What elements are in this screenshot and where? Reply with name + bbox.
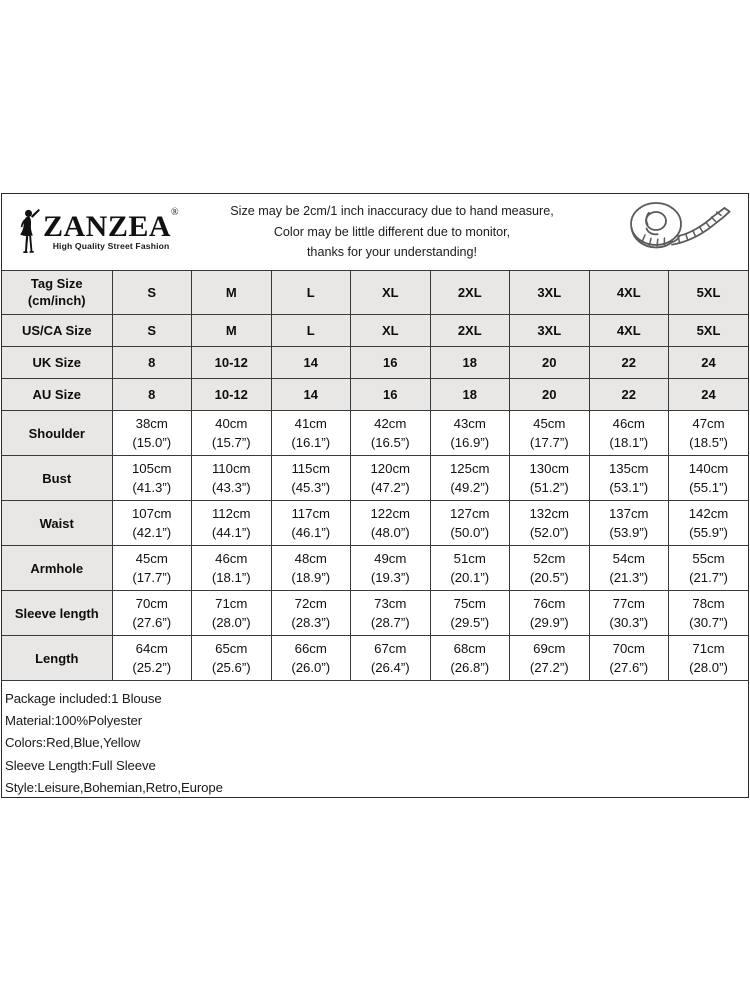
cell-length-5xl [669, 636, 749, 681]
cell-shoulder-s [112, 411, 192, 456]
value-inch: (30.7”) [689, 615, 728, 630]
value-cm: 45cm [533, 415, 566, 431]
value-inch: (25.2”) [132, 660, 172, 675]
note-style: Style:Leisure,Bohemian,Retro,Europe [5, 779, 223, 795]
cell-uk-size-m: 10-12 [192, 347, 272, 379]
value-cm: 140cm [688, 460, 729, 476]
row-label: Waist [2, 501, 112, 546]
value-cm: 112cm [211, 505, 251, 521]
cell-uk-size-3xl: 20 [510, 347, 590, 379]
value-cm: 49cm [374, 550, 407, 566]
cell-bust-3xl [510, 456, 590, 501]
value-inch: (49.2”) [450, 480, 490, 495]
cell-bust-l [271, 456, 351, 501]
cell-au-size-l: 14 [271, 379, 351, 411]
value-cm: 70cm [135, 595, 168, 611]
table-row-length [2, 636, 748, 681]
cell-shoulder-5xl [669, 411, 749, 456]
value-cm: 45cm [135, 550, 168, 566]
table-row-shoulder [2, 411, 748, 456]
cell-shoulder-l [271, 411, 351, 456]
value-inch: (51.2”) [529, 480, 569, 495]
cell-armhole-xl [351, 546, 431, 591]
cell-usca-size-3xl: 3XL [510, 315, 590, 347]
cell-usca-size-l: L [271, 315, 351, 347]
value-inch: (19.3”) [370, 570, 410, 585]
value-inch: (44.1”) [211, 525, 251, 540]
product-details-notes [2, 681, 748, 798]
value-inch: (27.6”) [609, 660, 649, 675]
notice-line-3: thanks for your understanding! [306, 245, 478, 260]
cell-length-2xl [430, 636, 510, 681]
row-label [2, 271, 112, 315]
cell-usca-size-s: S [112, 315, 192, 347]
value-inch: (16.9”) [450, 435, 490, 450]
value-cm: 71cm [692, 640, 725, 656]
brand-tagline: High Quality Street Fashion [52, 241, 170, 252]
value-inch: (28.0”) [689, 660, 728, 675]
notice-line-2: Color may be little different due to monitor, [273, 224, 511, 239]
value-inch: (30.3”) [609, 615, 649, 630]
value-inch: (18.1”) [609, 435, 649, 450]
value-inch: (17.7”) [529, 435, 569, 450]
cell-au-size-s: 8 [112, 379, 192, 411]
table-row-waist [2, 501, 748, 546]
value-cm: 122cm [370, 505, 411, 521]
note-colors: Colors:Red,Blue,Yellow [5, 735, 141, 751]
value-cm: 52cm [533, 550, 566, 566]
value-inch: (50.0”) [450, 525, 490, 540]
cell-waist-2xl [430, 501, 510, 546]
row-label: Armhole [2, 546, 112, 591]
value-inch: (21.3”) [609, 570, 649, 585]
value-cm: 132cm [529, 505, 570, 521]
value-inch: (21.7”) [689, 570, 728, 585]
cell-sleeve-length-l [271, 591, 351, 636]
value-cm: 71cm [215, 595, 248, 611]
cell-sleeve-length-m [192, 591, 272, 636]
value-cm: 110cm [211, 460, 251, 476]
value-cm: 64cm [135, 640, 168, 656]
value-inch: (27.2”) [529, 660, 569, 675]
value-cm: 69cm [533, 640, 566, 656]
value-inch: (17.7”) [132, 570, 172, 585]
cell-bust-2xl [430, 456, 510, 501]
value-inch: (20.5”) [529, 570, 569, 585]
row-label: Shoulder [2, 411, 112, 456]
row-label-line-2: (cm/inch) [27, 292, 86, 308]
brand-name: ZANZEA® [43, 206, 180, 243]
value-cm: 55cm [692, 550, 725, 566]
cell-uk-size-4xl: 22 [589, 347, 669, 379]
value-inch: (55.9”) [689, 525, 728, 540]
row-label: Bust [2, 456, 112, 501]
value-inch: (20.1”) [450, 570, 490, 585]
cell-waist-xl [351, 501, 431, 546]
value-inch: (48.0”) [370, 525, 410, 540]
cell-armhole-l [271, 546, 351, 591]
cell-tag-size-m: M [192, 271, 272, 315]
value-inch: (52.0”) [529, 525, 569, 540]
table-row-armhole [2, 546, 748, 591]
value-inch: (28.7”) [370, 615, 410, 630]
value-inch: (47.2”) [370, 480, 410, 495]
cell-tag-size-xl: XL [351, 271, 431, 315]
cell-waist-4xl [589, 501, 669, 546]
cell-waist-5xl [669, 501, 749, 546]
cell-bust-5xl [669, 456, 749, 501]
value-inch: (28.0”) [211, 615, 251, 630]
cell-au-size-xl: 16 [351, 379, 431, 411]
cell-au-size-4xl: 22 [589, 379, 669, 411]
value-cm: 66cm [294, 640, 327, 656]
row-label: AU Size [2, 379, 112, 411]
row-label: UK Size [2, 347, 112, 379]
table-row-tag-size [2, 271, 748, 315]
cell-usca-size-2xl: 2XL [430, 315, 510, 347]
value-cm: 51cm [453, 550, 486, 566]
value-cm: 75cm [453, 595, 486, 611]
cell-shoulder-3xl [510, 411, 590, 456]
size-chart-body [2, 271, 748, 681]
value-inch: (53.9”) [609, 525, 649, 540]
measurement-notice [184, 201, 620, 262]
cell-sleeve-length-5xl [669, 591, 749, 636]
value-cm: 77cm [612, 595, 645, 611]
cell-uk-size-2xl: 18 [430, 347, 510, 379]
value-cm: 117cm [291, 505, 331, 521]
value-inch: (15.7”) [211, 435, 251, 450]
value-cm: 137cm [608, 505, 649, 521]
cell-bust-s [112, 456, 192, 501]
cell-bust-4xl [589, 456, 669, 501]
cell-waist-m [192, 501, 272, 546]
table-row-au-size [2, 379, 748, 411]
cell-usca-size-5xl: 5XL [669, 315, 749, 347]
value-cm: 107cm [131, 505, 172, 521]
value-inch: (53.1”) [609, 480, 649, 495]
note-material: Material:100%Polyester [5, 713, 143, 729]
cell-waist-l [271, 501, 351, 546]
value-cm: 40cm [215, 415, 248, 431]
cell-usca-size-m: M [192, 315, 272, 347]
cell-shoulder-4xl [589, 411, 669, 456]
cell-length-xl [351, 636, 431, 681]
cell-length-l [271, 636, 351, 681]
value-inch: (18.5”) [689, 435, 728, 450]
cell-length-s [112, 636, 192, 681]
value-inch: (43.3”) [211, 480, 251, 495]
value-cm: 105cm [131, 460, 172, 476]
cell-armhole-3xl [510, 546, 590, 591]
value-cm: 43cm [453, 415, 486, 431]
value-cm: 127cm [449, 505, 490, 521]
value-inch: (26.4”) [370, 660, 410, 675]
value-inch: (46.1”) [291, 525, 331, 540]
cell-tag-size-s: S [112, 271, 192, 315]
cell-armhole-s [112, 546, 192, 591]
value-cm: 48cm [294, 550, 327, 566]
cell-usca-size-4xl: 4XL [589, 315, 669, 347]
value-inch: (29.9”) [529, 615, 569, 630]
cell-tag-size-4xl: 4XL [589, 271, 669, 315]
value-inch: (45.3”) [291, 480, 331, 495]
measuring-tape-icon [623, 199, 735, 266]
cell-uk-size-l: 14 [271, 347, 351, 379]
cell-shoulder-m [192, 411, 272, 456]
cell-tag-size-5xl: 5XL [669, 271, 749, 315]
note-sleeve-length: Sleeve Length:Full Sleeve [5, 757, 156, 773]
value-cm: 142cm [688, 505, 729, 521]
cell-sleeve-length-xl [351, 591, 431, 636]
value-cm: 120cm [370, 460, 411, 476]
value-inch: (42.1”) [132, 525, 172, 540]
cell-waist-3xl [510, 501, 590, 546]
value-cm: 41cm [294, 415, 327, 431]
value-cm: 125cm [449, 460, 490, 476]
value-cm: 130cm [529, 460, 570, 476]
value-inch: (18.9”) [291, 570, 331, 585]
value-inch: (26.8”) [450, 660, 490, 675]
cell-au-size-m: 10-12 [192, 379, 272, 411]
value-cm: 47cm [692, 415, 725, 431]
cell-tag-size-l: L [271, 271, 351, 315]
value-cm: 68cm [453, 640, 486, 656]
value-inch: (16.1”) [291, 435, 331, 450]
cell-bust-m [192, 456, 272, 501]
value-cm: 70cm [612, 640, 645, 656]
value-cm: 46cm [612, 415, 645, 431]
cell-bust-xl [351, 456, 431, 501]
value-cm: 135cm [608, 460, 649, 476]
value-inch: (41.3”) [132, 480, 172, 495]
value-cm: 38cm [135, 415, 168, 431]
value-inch: (18.1”) [211, 570, 251, 585]
value-inch: (28.3”) [291, 615, 331, 630]
cell-armhole-5xl [669, 546, 749, 591]
value-cm: 65cm [215, 640, 248, 656]
cell-armhole-2xl [430, 546, 510, 591]
value-inch: (55.1”) [689, 480, 728, 495]
cell-sleeve-length-2xl [430, 591, 510, 636]
value-inch: (26.0”) [291, 660, 331, 675]
table-row-us-ca-size [2, 315, 748, 347]
table-row-uk-size [2, 347, 748, 379]
brand-logo [2, 204, 184, 261]
cell-length-4xl [589, 636, 669, 681]
cell-length-m [192, 636, 272, 681]
value-cm: 73cm [374, 595, 407, 611]
registered-mark-icon: ® [171, 206, 180, 218]
cell-shoulder-xl [351, 411, 431, 456]
value-inch: (16.5”) [370, 435, 410, 450]
note-package-included: Package included:1 Blouse [5, 691, 162, 706]
cell-shoulder-2xl [430, 411, 510, 456]
cell-armhole-4xl [589, 546, 669, 591]
cell-au-size-2xl: 18 [430, 379, 510, 411]
cell-au-size-5xl: 24 [669, 379, 749, 411]
cell-uk-size-xl: 16 [351, 347, 431, 379]
table-row-sleeve-length [2, 591, 748, 636]
size-chart-card [1, 193, 749, 798]
chart-header [2, 194, 748, 270]
value-cm: 72cm [294, 595, 327, 611]
value-cm: 67cm [374, 640, 407, 656]
woman-silhouette-icon [16, 206, 42, 261]
cell-tag-size-3xl: 3XL [510, 271, 590, 315]
row-label-line-1: Tag Size [30, 276, 83, 292]
value-cm: 78cm [692, 595, 725, 611]
measuring-tape-illustration [620, 199, 748, 266]
cell-sleeve-length-s [112, 591, 192, 636]
value-cm: 76cm [533, 595, 566, 611]
value-cm: 46cm [215, 550, 248, 566]
value-cm: 115cm [291, 460, 331, 476]
cell-sleeve-length-3xl [510, 591, 590, 636]
cell-tag-size-2xl: 2XL [430, 271, 510, 315]
value-cm: 54cm [612, 550, 645, 566]
cell-length-3xl [510, 636, 590, 681]
cell-uk-size-s: 8 [112, 347, 192, 379]
notice-line-1: Size may be 2cm/1 inch inaccuracy due to hand measure, [230, 204, 554, 219]
value-cm: 42cm [374, 415, 407, 431]
value-inch: (15.0”) [132, 435, 172, 450]
size-chart-table [2, 270, 748, 681]
cell-usca-size-xl: XL [351, 315, 431, 347]
cell-au-size-3xl: 20 [510, 379, 590, 411]
row-label: Length [2, 636, 112, 681]
row-label: US/CA Size [2, 315, 112, 347]
cell-uk-size-5xl: 24 [669, 347, 749, 379]
value-inch: (27.6”) [132, 615, 172, 630]
value-inch: (25.6”) [211, 660, 251, 675]
table-row-bust [2, 456, 748, 501]
cell-sleeve-length-4xl [589, 591, 669, 636]
cell-waist-s [112, 501, 192, 546]
cell-armhole-m [192, 546, 272, 591]
row-label: Sleeve length [2, 591, 112, 636]
value-inch: (29.5”) [450, 615, 490, 630]
